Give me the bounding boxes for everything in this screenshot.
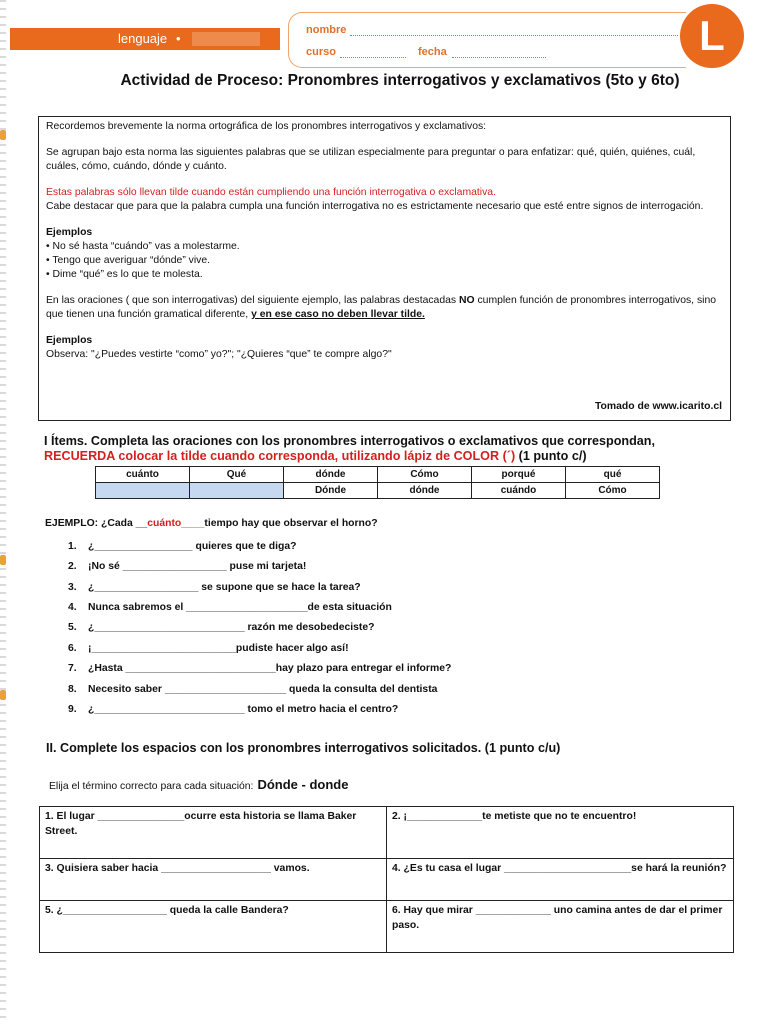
- page-title: Actividad de Proceso: Pronombres interrogativos y exclamativos (5to y 6to): [120, 72, 680, 89]
- exercise-item[interactable]: 4. Nunca sabremos el _____________________de esta situación: [68, 602, 392, 613]
- section2-title: II. Complete los espacios con los pronombres interrogativos solicitados. (1 punto c/u): [46, 741, 561, 755]
- exercise-item[interactable]: 7. ¿Hasta __________________________hay plazo para entregar el informe?: [68, 663, 452, 674]
- example-item: • Dime “qué” es lo que te molesta.: [46, 269, 203, 280]
- word-cell-empty: [96, 483, 190, 499]
- question-cell[interactable]: 4. ¿Es tu casa el lugar ______________________se hará la reunión?: [387, 859, 734, 901]
- info-no-rule: En las oraciones ( que son interrogativas) del siguiente ejemplo, las palabras destacadas NO cumplen función de pronombres interrogativos, sino que tienen una función gramatical diferente, y en ese caso no deben llevar tilde.: [46, 295, 717, 320]
- word-cell: Cómo: [566, 483, 660, 499]
- question-cell[interactable]: 3. Quisiera saber hacia ___________________ vamos.: [40, 859, 387, 901]
- question-cell[interactable]: 2. ¡_____________te metiste que no te encuentro!: [387, 807, 734, 859]
- question-cell[interactable]: 5. ¿__________________ queda la calle Bandera?: [40, 901, 387, 953]
- word-cell: Cómo: [378, 467, 472, 483]
- nombre-field[interactable]: [350, 26, 678, 36]
- word-cell-empty: [190, 483, 284, 499]
- subject-separator: •: [176, 31, 181, 46]
- section1-title: I Ítems. Completa las oraciones con los pronombres interrogativos o exclamativos que correspondan, RECUERDA colocar la tilde cuando corresponda, utilizando lápiz de COLOR (´) (1 punto c/): [44, 434, 655, 463]
- info-intro: Recordemos brevemente la norma ortográfica de los pronombres interrogativos y exclamativos:: [46, 121, 487, 132]
- fecha-label: fecha: [418, 46, 447, 58]
- source-credit: Tomado de www.icarito.cl: [594, 401, 722, 412]
- example-item: • No sé hasta “cuándo” vas a molestarme.: [46, 241, 240, 252]
- word-cell: cuándo: [472, 483, 566, 499]
- answer-options: Dónde - donde: [257, 777, 349, 792]
- binding-marker: [0, 555, 6, 565]
- curso-label: curso: [306, 46, 336, 58]
- examples2-heading: Ejemplos: [46, 335, 93, 346]
- example-item: • Tengo que averiguar “dónde” vive.: [46, 255, 211, 266]
- exercise-item[interactable]: 9. ¿__________________________ tomo el metro hacia el centro?: [68, 704, 399, 715]
- info-box: [38, 116, 731, 421]
- exercise-item[interactable]: 5. ¿__________________________ razón me desobedeciste?: [68, 622, 375, 633]
- word-cell: cuánto: [96, 467, 190, 483]
- nombre-label: nombre: [306, 24, 347, 36]
- exercise-item[interactable]: 2. ¡No sé __________________ puse mi tarjeta!: [68, 561, 307, 572]
- questions-table: [39, 806, 734, 953]
- word-bank-table: [95, 466, 660, 499]
- student-info-form: [288, 12, 686, 68]
- info-group-text: Se agrupan bajo esta norma las siguientes palabras que se utilizan especialmente para preguntar o para enfatizar: qué, quién, quiénes, cuál, cuáles, cómo, cuándo, dónde y cuánto.: [46, 147, 696, 172]
- example-sentence: EJEMPLO: ¿Cada __cuánto____tiempo hay que observar el horno?: [45, 518, 378, 529]
- observe-text: Observa: "¿Puedes vestirte “como” yo?"; "¿Quieres “que” te compre algo?": [46, 349, 392, 360]
- question-cell[interactable]: 6. Hay que mirar _____________ uno camina antes de dar el primer paso.: [387, 901, 734, 953]
- binding-margin: [0, 0, 6, 1024]
- binding-marker: [0, 690, 6, 700]
- word-cell: Dónde: [284, 483, 378, 499]
- info-rule-note: Cabe destacar que para que la palabra cumpla una función interrogativa no es estrictamente necesario que esté entre signos de interrogación.: [46, 201, 704, 212]
- exercise-item[interactable]: 6. ¡_________________________pudiste hacer algo así!: [68, 643, 349, 654]
- word-cell: porqué: [472, 467, 566, 483]
- word-cell: qué: [566, 467, 660, 483]
- subject-badge: L: [680, 4, 744, 68]
- section2-instruction: Elija el término correcto para cada situación: Dónde - donde: [49, 777, 349, 792]
- exercise-item[interactable]: 3. ¿__________________ se supone que se hace la tarea?: [68, 582, 361, 593]
- word-cell: dónde: [284, 467, 378, 483]
- info-rule: Estas palabras sólo llevan tilde cuando están cumpliendo una función interrogativa o exclamativa.: [46, 187, 496, 198]
- word-cell: Qué: [190, 467, 284, 483]
- examples-heading: Ejemplos: [46, 227, 93, 238]
- word-cell: dónde: [378, 483, 472, 499]
- exercise-item[interactable]: 8. Necesito saber _____________________ queda la consulta del dentista: [68, 684, 438, 695]
- binding-marker: [0, 130, 6, 140]
- exercise-item[interactable]: 1. ¿_________________ quieres que te diga?: [68, 541, 297, 552]
- fecha-field[interactable]: [452, 48, 546, 58]
- subject-blank: [192, 32, 260, 46]
- question-cell[interactable]: 1. El lugar _______________ocurre esta historia se llama Baker Street.: [40, 807, 387, 859]
- curso-field[interactable]: [340, 48, 406, 58]
- subject-label: lenguaje: [118, 31, 168, 46]
